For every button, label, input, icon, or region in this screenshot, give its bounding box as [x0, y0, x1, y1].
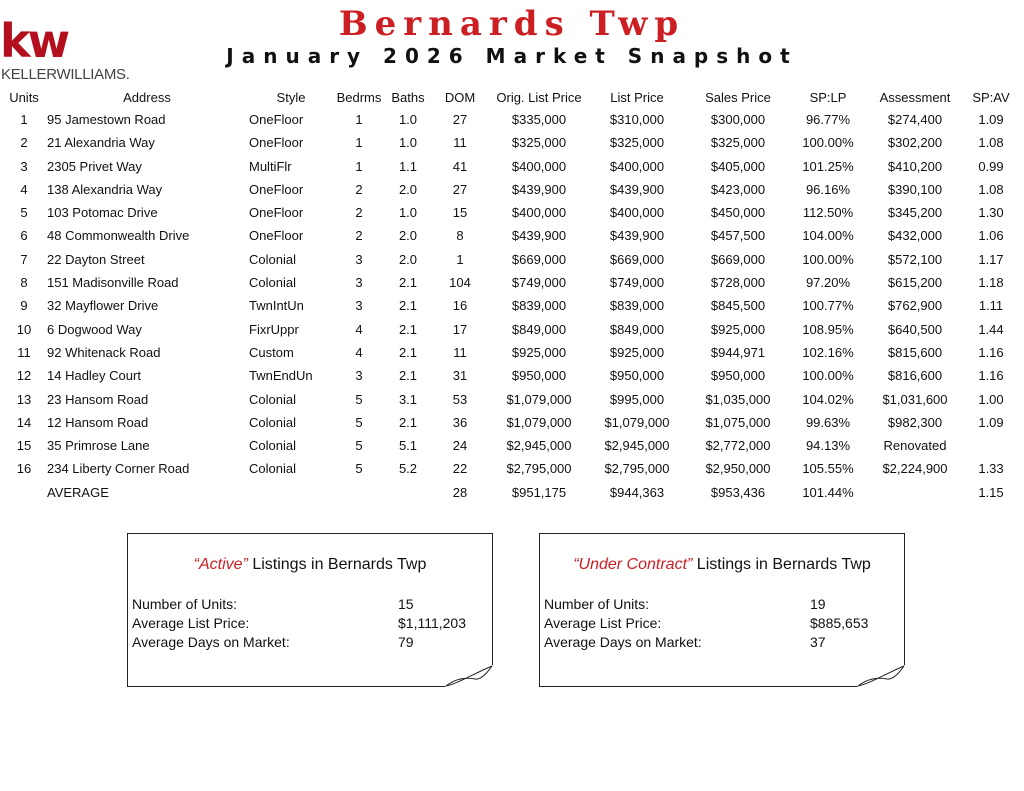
- cell-sp-lp: 100.00%: [802, 368, 854, 384]
- cell-bedrms: 1: [355, 135, 363, 151]
- contract-avg-dom-value: 37: [810, 634, 826, 650]
- average-dom: 28: [452, 484, 468, 500]
- average-sales-price: $953,436: [710, 484, 766, 500]
- cell-assessment: $816,600: [887, 368, 943, 384]
- cell-orig-list-price: $439,900: [511, 228, 567, 244]
- table-row: [0, 436, 1024, 459]
- cell-sp-lp: 104.00%: [802, 228, 854, 244]
- cell-dom: 17: [452, 321, 468, 337]
- cell-address: 12 Hansom Road: [47, 414, 149, 430]
- table-row: [0, 226, 1024, 249]
- average-orig-list-price: $951,175: [511, 484, 567, 500]
- cell-orig-list-price: $849,000: [511, 321, 567, 337]
- cell-address: 92 Whitenack Road: [47, 344, 161, 360]
- cell-unit: 8: [20, 275, 28, 291]
- cell-bedrms: 3: [355, 275, 363, 291]
- cell-bedrms: 2: [355, 181, 363, 197]
- active-box-title: [128, 556, 492, 574]
- cell-dom: 22: [452, 461, 468, 477]
- cell-sp-lp: 96.16%: [805, 181, 851, 197]
- cell-list-price: $839,000: [609, 298, 665, 314]
- header-bedrms: Bedrms: [336, 90, 382, 105]
- cell-unit: 7: [20, 251, 28, 267]
- header-baths: Baths: [391, 90, 425, 105]
- cell-bedrms: 1: [355, 112, 363, 127]
- contract-avg-price-value: $885,653: [810, 615, 869, 631]
- cell-assessment: $762,900: [887, 298, 943, 314]
- cell-baths: 2.1: [398, 344, 418, 360]
- active-avg-dom-label: Average Days on Market:: [132, 634, 290, 650]
- cell-orig-list-price: $325,000: [511, 135, 567, 151]
- cell-style: TwnIntUn: [249, 298, 304, 314]
- cell-list-price: $439,900: [609, 228, 665, 244]
- cell-sales-price: $845,500: [710, 298, 766, 314]
- cell-style: MultiFlr: [249, 158, 292, 174]
- cell-orig-list-price: $839,000: [511, 298, 567, 314]
- table-row: [0, 459, 1024, 482]
- cell-assessment: $572,100: [887, 251, 943, 267]
- table-row: [0, 250, 1024, 273]
- cell-sales-price: $1,035,000: [705, 391, 771, 407]
- cell-dom: 27: [452, 112, 468, 127]
- table-row: [0, 320, 1024, 343]
- under-contract-listings-box: [539, 533, 905, 687]
- cell-sales-price: $2,950,000: [705, 461, 771, 477]
- cell-assessment: $815,600: [887, 344, 943, 360]
- cell-bedrms: 3: [355, 251, 363, 267]
- cell-bedrms: 5: [355, 391, 363, 407]
- header-sp-av: SP:AV: [972, 90, 1010, 105]
- active-avg-price-label: Average List Price:: [132, 615, 250, 631]
- contract-units-label: Number of Units:: [544, 596, 650, 612]
- cell-sales-price: $2,772,000: [705, 438, 771, 454]
- cell-unit: 13: [16, 391, 32, 407]
- cell-bedrms: 4: [355, 344, 363, 360]
- cell-address: 14 Hadley Court: [47, 368, 141, 384]
- cell-orig-list-price: $2,945,000: [506, 438, 572, 454]
- cell-sp-av: 1.33: [978, 461, 1004, 477]
- cell-assessment: $982,300: [887, 414, 943, 430]
- cell-sp-lp: 112.50%: [802, 205, 854, 221]
- cell-orig-list-price: $669,000: [511, 251, 567, 267]
- active-box-title-em: “Active”: [193, 556, 248, 573]
- cell-sp-lp: 100.00%: [802, 135, 854, 151]
- cell-sales-price: $925,000: [710, 321, 766, 337]
- cell-orig-list-price: $1,079,000: [506, 414, 572, 430]
- cell-bedrms: 3: [355, 298, 363, 314]
- cell-list-price: $669,000: [609, 251, 665, 267]
- contract-units-value: 19: [810, 596, 826, 612]
- cell-sales-price: $325,000: [710, 135, 766, 151]
- cell-address: 35 Primrose Lane: [47, 438, 150, 454]
- cell-baths: 2.1: [398, 414, 418, 430]
- cell-bedrms: 3: [355, 368, 363, 384]
- average-label: AVERAGE: [47, 484, 109, 500]
- cell-sp-av: 1.08: [978, 181, 1004, 197]
- cell-sp-lp: 94.13%: [805, 438, 851, 454]
- active-units-value: 15: [398, 596, 414, 612]
- cell-bedrms: 4: [355, 321, 363, 337]
- cell-list-price: $2,945,000: [604, 438, 670, 454]
- cell-dom: 11: [453, 135, 467, 151]
- cell-dom: 1: [456, 251, 464, 267]
- cell-assessment: Renovated: [883, 438, 947, 454]
- cell-bedrms: 5: [355, 438, 363, 454]
- cell-style: Colonial: [249, 251, 296, 267]
- active-listings-box: [127, 533, 493, 687]
- cell-unit: 4: [20, 181, 28, 197]
- cell-sp-lp: 99.63%: [805, 414, 851, 430]
- cell-bedrms: 2: [355, 205, 363, 221]
- cell-style: OneFloor: [249, 112, 304, 127]
- cell-assessment: $1,031,600: [882, 391, 948, 407]
- cell-style: Colonial: [249, 461, 296, 477]
- header-list-price: List Price: [610, 90, 664, 105]
- cell-baths: 2.0: [398, 181, 418, 197]
- average-sp-lp: 101.44%: [802, 484, 854, 500]
- cell-baths: 1.0: [398, 135, 418, 151]
- cell-unit: 14: [16, 414, 32, 430]
- cell-bedrms: 2: [355, 228, 363, 244]
- cell-dom: 104: [449, 275, 471, 291]
- cell-list-price: $400,000: [609, 158, 665, 174]
- cell-sales-price: $944,971: [710, 344, 766, 360]
- header-units: Units: [9, 90, 39, 105]
- table-row: [0, 203, 1024, 226]
- cell-sales-price: $300,000: [710, 112, 766, 127]
- cell-style: OneFloor: [249, 205, 304, 221]
- cell-assessment: $390,100: [887, 181, 943, 197]
- cell-baths: 2.1: [398, 275, 418, 291]
- cell-baths: 3.1: [398, 391, 418, 407]
- cell-style: Colonial: [249, 414, 296, 430]
- cell-baths: 2.1: [398, 368, 418, 384]
- active-avg-price-value: $1,111,203: [398, 615, 466, 631]
- cell-bedrms: 1: [355, 158, 363, 174]
- header-dom: DOM: [444, 90, 476, 105]
- cell-sp-av: 1.09: [978, 112, 1004, 127]
- cell-sales-price: $950,000: [710, 368, 766, 384]
- header-style: Style: [276, 90, 306, 105]
- page-subtitle: January 2026 Market Snapshot: [226, 44, 798, 68]
- cell-style: OneFloor: [249, 181, 304, 197]
- cell-dom: 24: [452, 438, 468, 454]
- cell-orig-list-price: $925,000: [511, 344, 567, 360]
- cell-orig-list-price: $400,000: [511, 158, 567, 174]
- cell-list-price: $749,000: [609, 275, 665, 291]
- cell-unit: 2: [20, 135, 28, 151]
- cell-sp-lp: 100.00%: [802, 251, 854, 267]
- table-header: [0, 88, 1024, 110]
- kw-logo-mark: kw: [0, 14, 68, 68]
- cell-unit: 6: [20, 228, 28, 244]
- cell-style: OneFloor: [249, 135, 304, 151]
- cell-address: 2305 Privet Way: [47, 158, 142, 174]
- table-row: [0, 390, 1024, 413]
- table-row: [0, 157, 1024, 180]
- active-units-label: Number of Units:: [132, 596, 238, 612]
- cell-orig-list-price: $400,000: [511, 205, 567, 221]
- cell-baths: 2.0: [398, 228, 418, 244]
- cell-unit: 15: [16, 438, 32, 454]
- cell-baths: 5.1: [398, 438, 418, 454]
- cell-unit: 10: [16, 321, 32, 337]
- cell-sp-av: 1.17: [978, 251, 1004, 267]
- cell-list-price: $1,079,000: [604, 414, 670, 430]
- cell-assessment: $615,200: [887, 275, 943, 291]
- table-row: [0, 366, 1024, 389]
- cell-address: 6 Dogwood Way: [47, 321, 142, 337]
- cell-orig-list-price: $1,079,000: [506, 391, 572, 407]
- cell-sales-price: $669,000: [710, 251, 766, 267]
- page-title: Bernards Twp: [338, 4, 686, 44]
- average-row: [0, 483, 1024, 506]
- cell-style: OneFloor: [249, 228, 304, 244]
- cell-list-price: $950,000: [609, 368, 665, 384]
- cell-bedrms: 5: [355, 414, 363, 430]
- cell-dom: 53: [452, 391, 468, 407]
- cell-baths: 5.2: [398, 461, 418, 477]
- cell-assessment: $410,200: [887, 158, 943, 174]
- cell-style: Custom: [249, 344, 294, 360]
- cell-sales-price: $1,075,000: [705, 414, 771, 430]
- cell-sp-lp: 105.55%: [802, 461, 854, 477]
- cell-sp-av: 1.11: [978, 298, 1004, 314]
- cell-address: 138 Alexandria Way: [47, 181, 163, 197]
- contract-avg-price-label: Average List Price:: [544, 615, 662, 631]
- cell-address: 23 Hansom Road: [47, 391, 149, 407]
- table-row: [0, 296, 1024, 319]
- cell-list-price: $2,795,000: [604, 461, 670, 477]
- header-sp-lp: SP:LP: [809, 90, 847, 105]
- cell-sp-av: 1.08: [978, 135, 1004, 151]
- kw-logo-name: KELLERWILLIAMS.: [1, 66, 130, 83]
- header-assessment: Assessment: [879, 90, 951, 105]
- header-orig-list-price: Orig. List Price: [496, 90, 582, 105]
- cell-dom: 15: [452, 205, 468, 221]
- sales-table: [0, 88, 1024, 506]
- cell-orig-list-price: $439,900: [511, 181, 567, 197]
- cell-orig-list-price: $950,000: [511, 368, 567, 384]
- cell-address: 234 Liberty Corner Road: [47, 461, 190, 477]
- cell-sp-av: 1.30: [978, 205, 1004, 221]
- cell-sp-lp: 104.02%: [802, 391, 854, 407]
- cell-bedrms: 5: [355, 461, 363, 477]
- cell-unit: 1: [20, 112, 28, 127]
- cell-assessment: $274,400: [887, 112, 943, 127]
- cell-sales-price: $728,000: [710, 275, 766, 291]
- cell-list-price: $995,000: [609, 391, 665, 407]
- cell-style: Colonial: [249, 391, 296, 407]
- contract-avg-dom-label: Average Days on Market:: [544, 634, 702, 650]
- cell-unit: 16: [16, 461, 32, 477]
- cell-sp-av: 0.99: [978, 158, 1004, 174]
- cell-sp-av: 1.16: [978, 368, 1004, 384]
- cell-assessment: $640,500: [887, 321, 943, 337]
- cell-dom: 8: [456, 228, 464, 244]
- cell-assessment: $2,224,900: [882, 461, 948, 477]
- cell-baths: 2.1: [398, 321, 418, 337]
- cell-style: TwnEndUn: [249, 368, 313, 384]
- cell-baths: 2.1: [398, 298, 418, 314]
- page-curl-icon: [857, 665, 905, 687]
- active-avg-dom-value: 79: [398, 634, 414, 650]
- cell-sp-av: 1.09: [978, 414, 1004, 430]
- cell-sp-lp: 100.77%: [802, 298, 854, 314]
- cell-address: 103 Potomac Drive: [47, 205, 158, 221]
- cell-sp-lp: 96.77%: [805, 112, 851, 127]
- contract-box-title-rest: Listings in Bernards Twp: [692, 556, 871, 573]
- cell-style: FixrUppr: [249, 321, 299, 337]
- table-row: [0, 343, 1024, 366]
- cell-assessment: $432,000: [887, 228, 943, 244]
- table-body: [0, 110, 1024, 483]
- cell-address: 21 Alexandria Way: [47, 135, 155, 151]
- cell-baths: 2.0: [398, 251, 418, 267]
- cell-dom: 27: [452, 181, 468, 197]
- cell-sp-av: 1.18: [978, 275, 1004, 291]
- cell-list-price: $400,000: [609, 205, 665, 221]
- cell-sales-price: $450,000: [710, 205, 766, 221]
- table-row: [0, 110, 1024, 133]
- cell-unit: 3: [20, 158, 28, 174]
- cell-baths: 1.0: [398, 112, 418, 127]
- cell-style: Colonial: [249, 275, 296, 291]
- active-box-title-rest: Listings in Bernards Twp: [247, 556, 427, 573]
- average-list-price: $944,363: [609, 484, 665, 500]
- cell-sales-price: $423,000: [710, 181, 766, 197]
- cell-orig-list-price: $749,000: [511, 275, 567, 291]
- cell-sp-lp: 102.16%: [802, 344, 854, 360]
- cell-list-price: $325,000: [609, 135, 665, 151]
- cell-unit: 5: [20, 205, 28, 221]
- cell-baths: 1.0: [398, 205, 418, 221]
- cell-orig-list-price: $2,795,000: [506, 461, 572, 477]
- cell-address: 95 Jamestown Road: [47, 112, 166, 127]
- cell-sp-lp: 108.95%: [802, 321, 854, 337]
- cell-dom: 41: [452, 158, 468, 174]
- table-row: [0, 413, 1024, 436]
- cell-sp-av: 1.06: [978, 228, 1004, 244]
- cell-sp-av: 1.16: [978, 344, 1004, 360]
- cell-address: 48 Commonwealth Drive: [47, 228, 190, 244]
- cell-list-price: $310,000: [609, 112, 665, 127]
- cell-assessment: $302,200: [887, 135, 943, 151]
- average-sp-av: 1.15: [978, 484, 1004, 500]
- cell-unit: 12: [16, 368, 32, 384]
- table-row: [0, 180, 1024, 203]
- cell-dom: 36: [452, 414, 468, 430]
- cell-address: 22 Dayton Street: [47, 251, 145, 267]
- cell-dom: 16: [452, 298, 468, 314]
- contract-box-title-em: “Under Contract”: [573, 556, 693, 573]
- cell-sp-lp: 101.25%: [802, 158, 854, 174]
- header-sales-price: Sales Price: [705, 90, 771, 105]
- table-row: [0, 133, 1024, 156]
- cell-list-price: $439,900: [609, 181, 665, 197]
- header-address: Address: [123, 90, 171, 105]
- cell-sales-price: $405,000: [710, 158, 766, 174]
- cell-orig-list-price: $335,000: [511, 112, 567, 127]
- cell-dom: 31: [452, 368, 468, 384]
- cell-unit: 11: [17, 344, 31, 360]
- table-row: [0, 273, 1024, 296]
- cell-sp-av: 1.44: [978, 321, 1004, 337]
- cell-sp-av: 1.00: [978, 391, 1004, 407]
- cell-sp-lp: 97.20%: [805, 275, 851, 291]
- cell-unit: 9: [20, 298, 28, 314]
- contract-box-title: [540, 556, 904, 574]
- cell-dom: 11: [453, 344, 467, 360]
- cell-baths: 1.1: [398, 158, 418, 174]
- cell-style: Colonial: [249, 438, 296, 454]
- cell-list-price: $849,000: [609, 321, 665, 337]
- cell-list-price: $925,000: [609, 344, 665, 360]
- cell-address: 32 Mayflower Drive: [47, 298, 159, 314]
- page-curl-icon: [445, 665, 493, 687]
- cell-sales-price: $457,500: [710, 228, 766, 244]
- cell-address: 151 Madisonville Road: [47, 275, 179, 291]
- cell-assessment: $345,200: [887, 205, 943, 221]
